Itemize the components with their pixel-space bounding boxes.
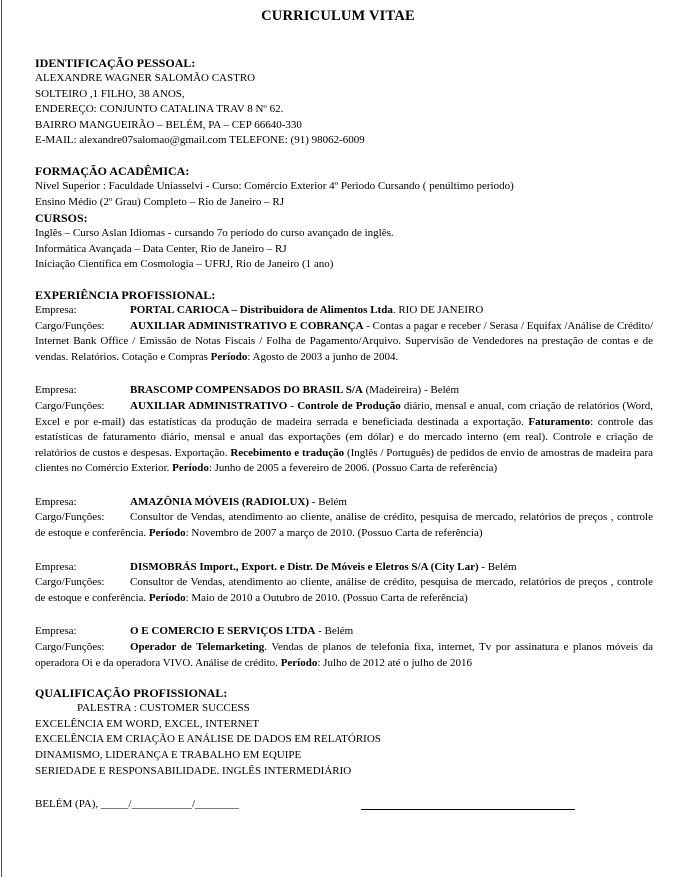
job-company: BRASCOMP COMPENSADOS DO BRASIL S/A — [130, 384, 363, 397]
role-label: Cargo/Funções: — [35, 319, 105, 332]
job-description: Consultor de Vendas, atendimento ao cliente, análise de crédito, pesquisa de mercado, relatórios de preços , controle de estoque e conferência. — [35, 576, 653, 604]
job-company: PORTAL CARIOCA – Distribuidora de Alimentos Ltda — [130, 303, 393, 316]
job-role-block — [35, 640, 653, 671]
job-description: diário, mensal e anual, com criação de relatórios (Word, Excel e por e-mail) das estatísticas da produção de madeira serrada e beneficiada destinada a exportação. — [35, 399, 653, 428]
job-company-suffix: (Madeireira) - Belém — [362, 384, 460, 397]
company-label: Empresa: — [35, 495, 77, 508]
company-label: Empresa: — [35, 625, 77, 638]
job-highlight: Controle de Produção — [297, 399, 401, 412]
role-label: Cargo/Funções: — [35, 511, 105, 524]
qualification-item: DINAMISMO, LIDERANÇA E TRABALHO EM EQUIPE — [35, 749, 302, 761]
job-description: Consultor de Vendas, atendimento ao cliente, análise de crédito, pesquisa de mercado, relatórios de preços , controle de estoque e conferência. — [35, 511, 653, 540]
job-role-block — [35, 319, 653, 366]
qualification-item: PALESTRA : CUSTOMER SUCCESS — [77, 702, 250, 715]
job-description: . Vendas de planos de telefonia fixa, internet, Tv por assinatura e planos móveis da operadora Oi e da operadora VIVO. Análise de crédito. — [35, 641, 653, 669]
education-highschool: Ensino Médio (2º Grau) Completo – Rio de Janeiro – RJ — [35, 195, 285, 208]
course-item: Iniciação Científica em Cosmologia – UFRJ, Rio de Janeiro (1 ano) — [35, 258, 334, 271]
job-highlight: Faturamento — [528, 415, 591, 428]
job-role: Operador de Telemarketing — [130, 641, 265, 654]
personal-address: ENDEREÇO: CONJUNTO CATALINA TRAV 8 Nº 62. — [35, 103, 284, 116]
qualification-item: SERIEDADE E RESPONSABILIDADE. INGLÊS INTERMEDIÁRIO — [35, 764, 352, 777]
job-company-line — [35, 624, 653, 640]
job-period-label: Período — [148, 591, 186, 604]
page-left-edge — [1, 0, 2, 877]
job-role: AUXILIAR ADMINISTRATIVO — [130, 399, 288, 412]
job-period: : Julho de 2012 até o julho de 2016 — [317, 656, 472, 669]
job-role-suffix: - — [287, 399, 298, 412]
job-period-label: Período — [148, 527, 186, 540]
company-label: Empresa: — [35, 303, 77, 316]
company-label: Empresa: — [35, 560, 77, 573]
course-item: Inglês – Curso Aslan Idiomas - cursando 7o período do curso avançado de inglês. — [35, 227, 394, 240]
job-role-block — [35, 510, 653, 541]
experience-heading: EXPERIÊNCIA PROFISSIONAL: — [35, 287, 216, 302]
personal-status: SOLTEIRO ,1 FILHO, 38 ANOS, — [35, 87, 185, 100]
personal-name: ALEXANDRE WAGNER SALOMÃO CASTRO — [35, 72, 256, 84]
education-heading: FORMAÇÃO ACADÊMICA: — [35, 163, 190, 178]
job-period-label: Período — [172, 462, 209, 475]
job-description: (Inglês / Português) de pedidos de envio de amostras de madeira para clientes no Comércio Exterior. — [35, 446, 653, 475]
job-description: - Contas a pagar e receber / Serasa / Equifax /Análise de Crédito/ Internet Bank Office / Emissão de Notas Fiscais / Folha de Pagamento/Arquivo. Supervisão de Vendedores na prestação de contas e de vendas. Relatórios. Cotação e Compras — [35, 319, 654, 363]
role-label: Cargo/Funções: — [35, 576, 105, 589]
role-label: Cargo/Funções: — [35, 641, 105, 654]
job-period: : Maio de 2010 a Outubro de 2010. (Possuo Carta de referência) — [185, 591, 468, 604]
role-label: Cargo/Funções: — [35, 399, 105, 412]
personal-district: BAIRRO MANGUEIRÃO – BELÉM, PA – CEP 66640-330 — [35, 118, 302, 131]
job-company-line — [35, 495, 653, 511]
job-role-block — [35, 399, 653, 477]
job-company: DISMOBRÁS Import., Export. e Distr. De Móveis e Eletros S/A (City Lar) — [130, 560, 479, 573]
signature-row — [35, 797, 653, 815]
qualification-item: EXCELÊNCIA EM CRIAÇÃO E ANÁLISE DE DADOS EM RELATÓRIOS — [35, 733, 381, 746]
job-company-suffix: - Belém — [309, 495, 347, 508]
job-company: O E COMERCIO E SERVIÇOS LTDA — [130, 625, 316, 638]
job-description: : controle das estatísticas de faturamento diário, mensal e anual das exportações (em dólar) e do mercado interno (em real). Controle e criação de relatórios de custos e despesas. Exportação. — [35, 415, 653, 459]
personal-contact: E-MAIL: alexandre07salomao@gmail.com TELEFONE: (91) 98062-6009 — [35, 134, 365, 147]
job-company-suffix: - Belém — [315, 625, 354, 638]
job-period-label: Período — [280, 656, 318, 669]
qualification-item: EXCELÊNCIA EM WORD, EXCEL, INTERNET — [35, 717, 260, 730]
job-company-suffix: - Belém — [478, 560, 517, 573]
job-period: : Agosto de 2003 a junho de 2004. — [247, 350, 399, 363]
job-company: AMAZÔNIA MÓVEIS (RADIOLUX) — [130, 495, 310, 508]
course-item: Informática Avançada – Data Center, Rio de Janeiro – RJ — [35, 242, 287, 255]
job-role-block — [35, 575, 653, 606]
job-company-suffix: . RIO DE JANEIRO — [392, 303, 484, 316]
courses-heading: CURSOS: — [35, 211, 88, 226]
job-company-line — [35, 383, 653, 399]
job-role: AUXILIAR ADMINISTRATIVO E COBRANÇA — [130, 319, 364, 332]
document-title: CURRICULUM VITAE — [261, 8, 415, 24]
job-company-line — [35, 303, 653, 319]
job-highlight: Recebimento e tradução — [230, 446, 345, 459]
personal-heading: IDENTIFICAÇÃO PESSOAL: — [35, 56, 196, 70]
qualification-heading: QUALIFICAÇÃO PROFISSIONAL: — [35, 686, 228, 701]
education-higher: Nível Superior : Faculdade Uniasselvi - Curso: Comércio Exterior 4º Periodo Cursando ( penúltimo período) — [35, 179, 514, 192]
document-body — [35, 55, 653, 815]
job-company-line — [35, 560, 653, 576]
company-label: Empresa: — [35, 384, 77, 397]
job-period: : Junho de 2005 a fevereiro de 2006. (Possuo Carta de referência) — [208, 462, 498, 475]
job-period: : Novembro de 2007 a março de 2010. (Possuo Carta de referência) — [185, 527, 483, 540]
job-period-label: Período — [210, 350, 248, 363]
place-date: BELÉM (PA), _____/___________/________ — [35, 798, 240, 811]
signature-line — [361, 809, 575, 810]
